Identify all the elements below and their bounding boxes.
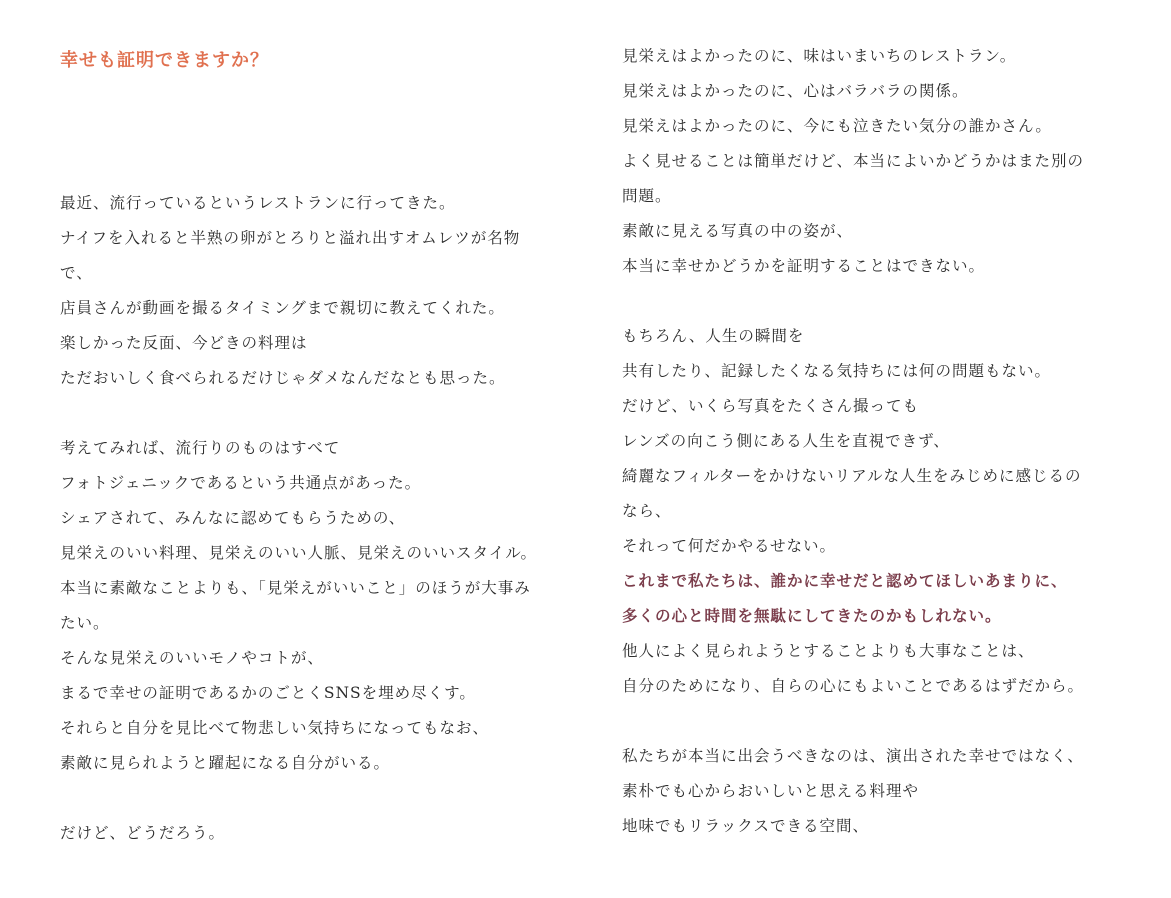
body-line: まるで幸せの証明であるかのごとくSNSを埋め尽くす。 <box>60 684 476 702</box>
body-line: たい。 <box>60 614 110 632</box>
body-line: シェアされて、みんなに認めてもらうための、 <box>60 509 406 527</box>
article-title: 幸せも証明できますか？ <box>60 50 269 71</box>
body-line: 本当に素敵なことよりも、「見栄えがいいこと」のほうが大事み <box>60 579 531 597</box>
body-line: 考えてみれば、流行りのものはすべて <box>60 439 341 457</box>
body-line: 見栄えはよかったのに、心はバラバラの関係。 <box>622 82 969 100</box>
body-line: 共有したり、記録したくなる気持ちには何の問題もない。 <box>622 362 1052 380</box>
body-line: 素朴でも心からおいしいと思える料理や <box>622 782 920 800</box>
body-line: レンズの向こう側にある人生を直視できず、 <box>622 432 950 450</box>
body-line: 楽しかった反面、今どきの料理は <box>60 334 308 352</box>
emphasis-line: 多くの心と時間を無駄にしてきたのかもしれない。 <box>622 606 1002 625</box>
body-line: 見栄えはよかったのに、今にも泣きたい気分の誰かさん。 <box>622 117 1052 135</box>
body-line: 素敵に見られようと躍起になる自分がいる。 <box>60 754 391 772</box>
body-line: 本当に幸せかどうかを証明することはできない。 <box>622 257 986 275</box>
body-line: 見栄えのいい料理、見栄えのいい人脈、見栄えのいいスタイル。 <box>60 544 537 562</box>
emphasis-line: これまで私たちは、誰かに幸せだと認めてほしいあまりに、 <box>622 571 1068 590</box>
body-line: 店員さんが動画を撮るタイミングまで親切に教えてくれた。 <box>60 299 505 317</box>
body-line: ナイフを入れると半熟の卵がとろりと溢れ出すオムレツが名物 <box>60 229 521 247</box>
body-line: 他人によく見られようとすることよりも大事なことは、 <box>622 642 1035 660</box>
body-line: よく見せることは簡単だけど、本当によいかどうかはまた別の <box>622 152 1085 170</box>
body-line: フォトジェニックであるという共通点があった。 <box>60 474 422 492</box>
body-line: 見栄えはよかったのに、味はいまいちのレストラン。 <box>622 47 1017 65</box>
body-line: それって何だかやるせない。 <box>622 537 837 555</box>
body-line: 最近、流行っているというレストランに行ってきた。 <box>60 194 456 212</box>
body-line: だけど、どうだろう。 <box>60 824 226 842</box>
body-line: 自分のためになり、自らの心にもよいことであるはずだから。 <box>622 677 1085 695</box>
body-line: 問題。 <box>622 187 672 205</box>
body-line: 綺麗なフィルターをかけないリアルな人生をみじめに感じるの <box>622 467 1082 485</box>
body-line: もちろん、人生の瞬間を <box>622 327 805 345</box>
body-line: そんな見栄えのいいモノやコトが、 <box>60 649 324 667</box>
body-line: ただおいしく食べられるだけじゃダメなんだなとも思った。 <box>60 369 506 387</box>
body-line: 私たちが本当に出会うべきなのは、演出された幸せではなく、 <box>622 747 1084 765</box>
body-line: 地味でもリラックスできる空間、 <box>622 817 870 835</box>
body-line: 素敵に見える写真の中の姿が、 <box>622 222 854 240</box>
body-line: なら、 <box>622 502 672 520</box>
body-line: で、 <box>60 264 93 282</box>
body-line: それらと自分を見比べて物悲しい気持ちになってもなお、 <box>60 719 490 737</box>
body-line: だけど、いくら写真をたくさん撮っても <box>622 397 920 415</box>
